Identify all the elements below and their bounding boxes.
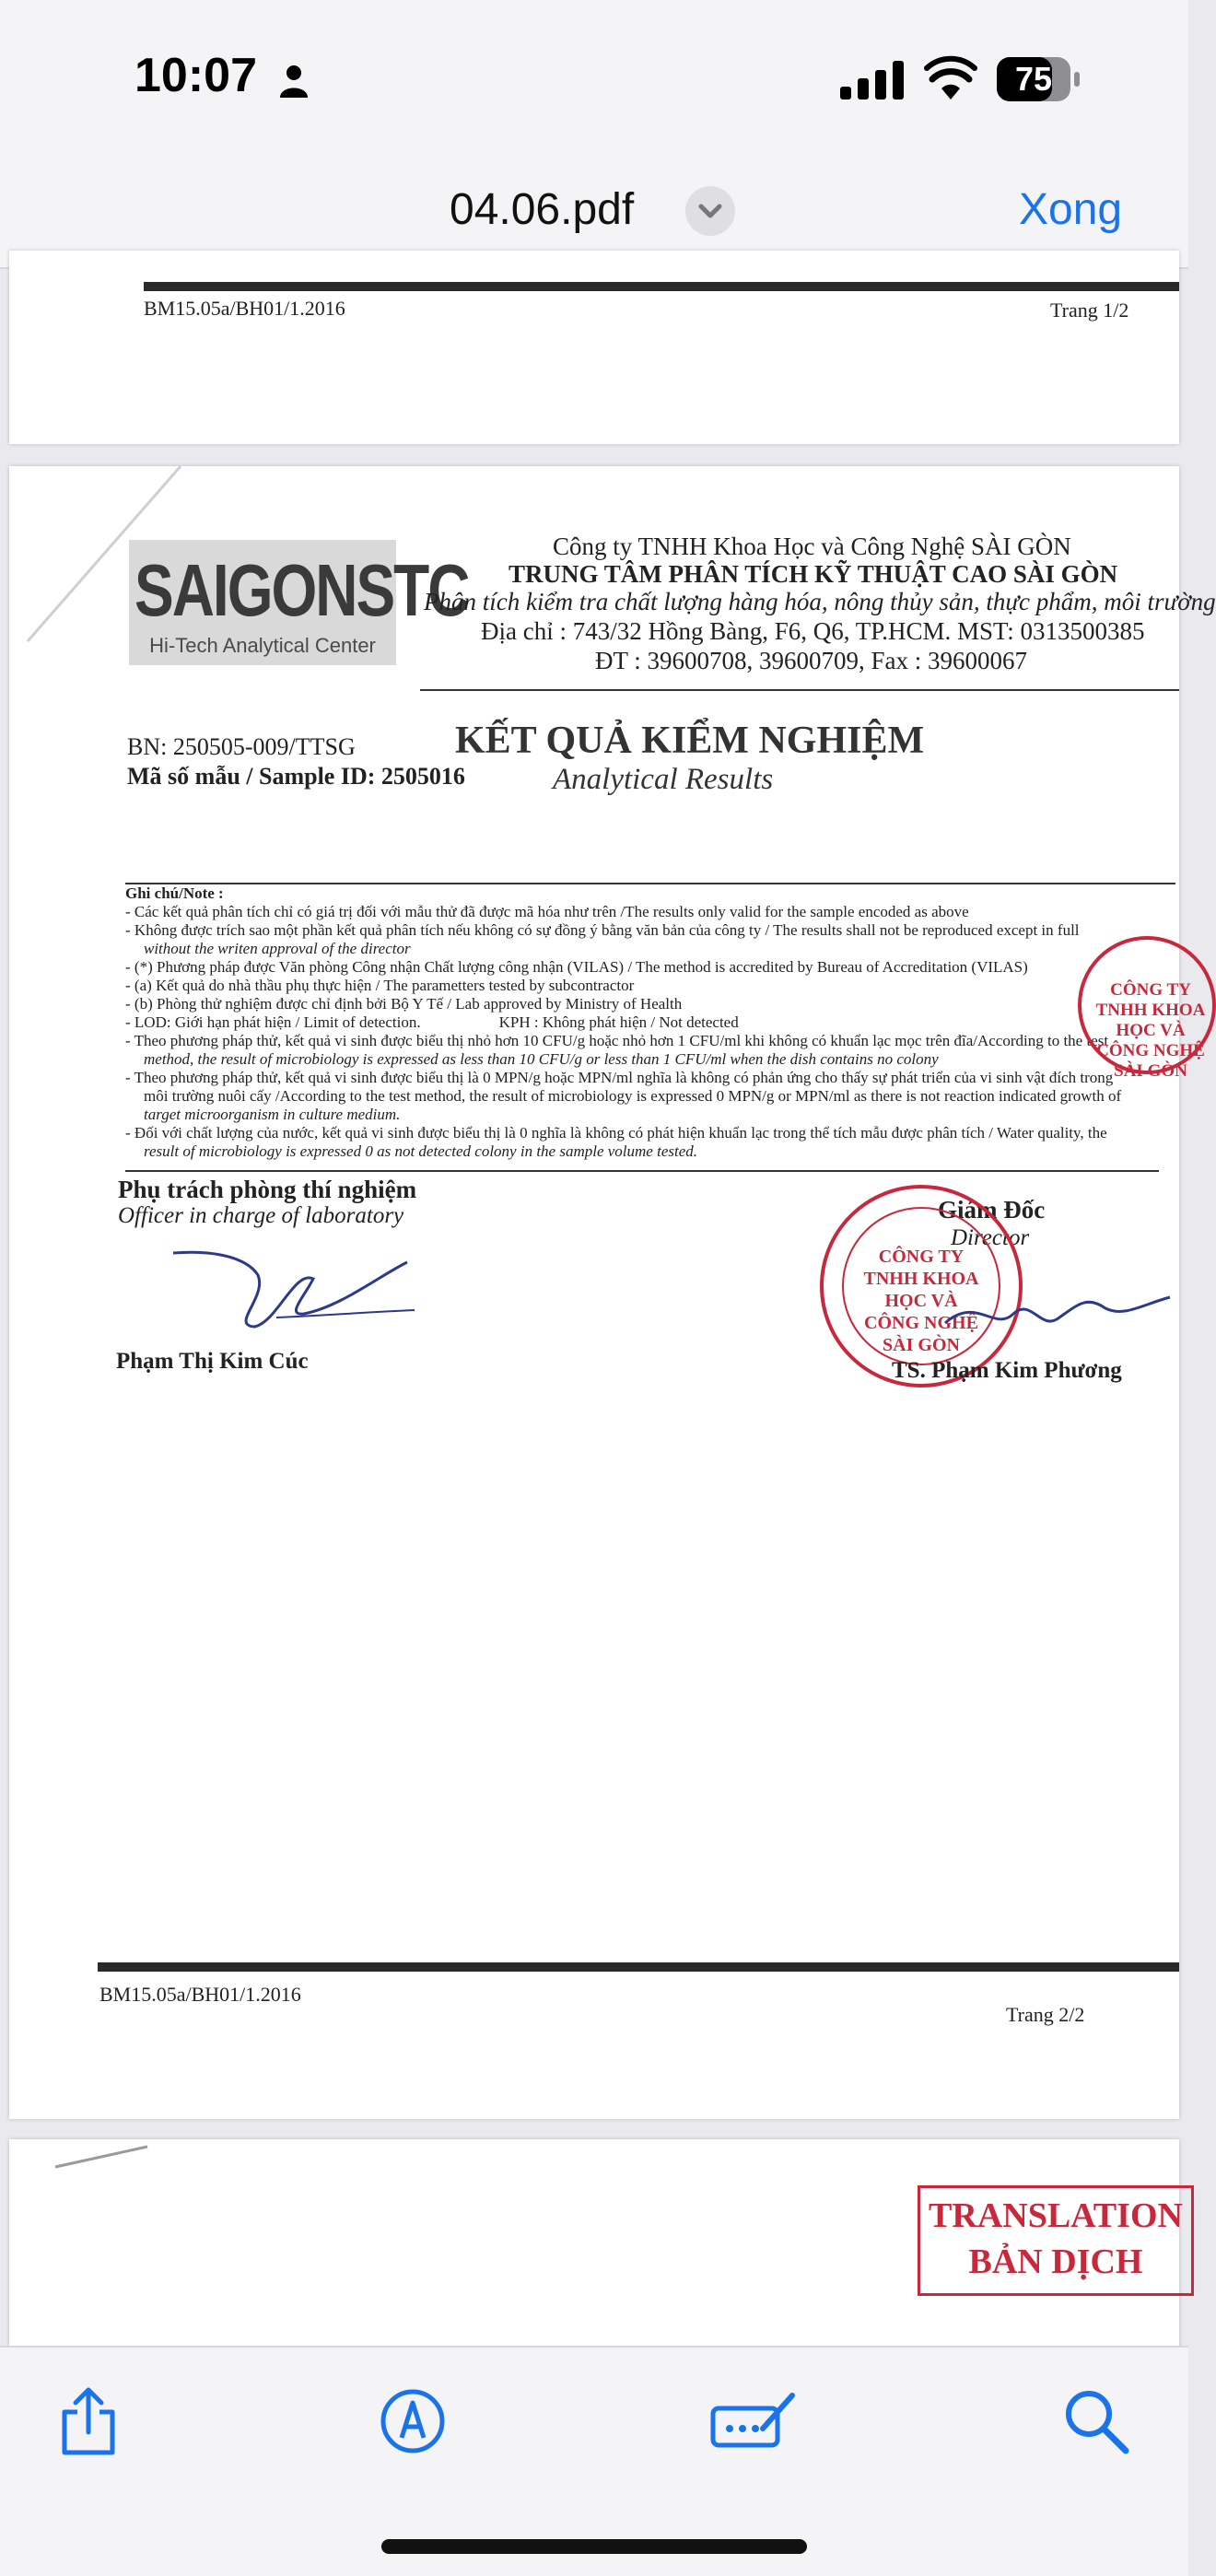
report-subheading: Analytical Results [553,763,774,796]
markup-icon[interactable] [376,2384,450,2458]
notes-bottom-rule [125,1170,1159,1172]
note-line: - Không được trích sao một phần kết quả phân tích nếu không có sự đồng ý bằng văn bản của công ty / The results shall not be reproduced except in full [125,921,1080,939]
center-name: TRUNG TÂM PHÂN TÍCH KỸ THUẬT CAO SÀI GÒN [509,560,1118,588]
note-line: - (b) Phòng thử nghiệm được chỉ định bởi Bộ Y Tế / Lab approved by Ministry of Health [125,995,683,1013]
company-name: Công ty TNHH Khoa Học và Công Nghệ SÀI GÒN [553,533,1071,560]
document-title[interactable]: 04.06.pdf [450,185,635,234]
lab-officer-name: Phạm Thị Kim Cúc [116,1349,309,1374]
pdf-viewer[interactable] [0,269,1216,2346]
note-line: result of microbiology is expressed 0 as not detected colony in the sample volume tested. [144,1142,698,1160]
center-scope: Phân tích kiểm tra chất lượng hàng hóa, nông thủy sản, thực phẩm, môi trường [424,588,1216,615]
note-line: - Đối với chất lượng của nước, kết quả vi sinh được biểu thị là 0 nghĩa là không có phát hiện khuẩn lạc trong thể tích mẫu được phân tích / Water quality, the [125,1124,1107,1142]
lab-officer-signature [166,1242,424,1343]
battery-level: 75 [1014,60,1053,98]
annotate-icon[interactable] [707,2384,800,2458]
lab-officer-title-en: Officer in charge of laboratory [118,1203,404,1228]
note-line: - LOD: Giới hạn phát hiện / Limit of detection. KPH : Không phát hiện / Not detected [125,1013,739,1031]
share-icon[interactable] [52,2384,125,2458]
note-line: method, the result of microbiology is expressed as less than 10 CFU/g or less than 1 CFU/ml when the dish contains no colony [144,1050,939,1068]
form-code: BM15.05a/BH01/1.2016 [144,297,345,320]
note-line: without the writen approval of the director [144,940,411,957]
pdf-page-2 [9,466,1216,2119]
center-phone: ĐT : 39600708, 39600709, Fax : 39600067 [595,647,1028,674]
director-title-en: Director [951,1225,1030,1250]
person-icon [278,64,310,98]
note-line: - Các kết quả phân tích chỉ có giá trị đối với mẫu thử đã được mã hóa như trên /The results only valid for the sample encoded as above [125,903,969,920]
footer-rule [98,1962,1179,1972]
chevron-down-icon [685,186,735,236]
sample-id-label: Mã số mẫu / Sample ID: [127,763,376,790]
page-number: Trang 2/2 [1006,2003,1085,2026]
status-bar [0,0,1188,147]
cellular-signal-icon [840,61,905,100]
note-line: - Theo phương pháp thử, kết quả vi sinh được biểu thị là 0 MPN/g hoặc MPN/ml nghĩa là không có phản ứng cho thấy sự phát triển của vi sinh vật đích trong [125,1069,1114,1086]
report-heading: KẾT QUẢ KIỂM NGHIỆM [455,720,925,762]
title-menu-button[interactable] [685,186,735,236]
director-title: Giám Đốc [938,1196,1046,1224]
director-signature [940,1277,1179,1351]
saigonstc-logo: SAIGONSTC Hi-Tech Analytical Center [129,540,396,665]
status-time: 10:07 [134,49,257,102]
edge-company-stamp: CÔNG TY TNHH KHOA HỌC VÀ CÔNG NGHỆ SÀI GÒN [1078,936,1216,1074]
page-fold-mark [46,2139,157,2176]
batch-number: BN: 250505-009/TTSG [127,733,356,760]
done-button[interactable]: Xong [1019,185,1123,234]
footer-rule [144,282,1179,291]
note-line: môi trường nuôi cấy /According to the test method, the result of microbiology is expressed 0 MPN/g or MPN/ml as there is not reaction indicated growth of [144,1087,1122,1105]
page-number: Trang 1/2 [1050,299,1129,322]
form-code: BM15.05a/BH01/1.2016 [99,1983,301,2006]
director-name: TS. Phạm Kim Phương [892,1358,1122,1383]
pdf-page-3 [9,2139,1183,2379]
company-seal-stamp: CÔNG TY TNHH KHOA HỌC VÀ CÔNG NGHỆ SÀI GÒN [820,1185,1023,1388]
wifi-icon [925,59,976,100]
note-line: - Theo phương pháp thử, kết quả vi sinh được biểu thị nhỏ hơn 10 CFU/g hoặc nhỏ hơn 1 CFU/ml khi không có khuẩn lạc mọc trên đĩa/According to the test [125,1032,1109,1049]
sample-id-value: 2505016 [380,763,465,790]
note-line: Ghi chú/Note : [125,884,224,902]
center-address: Địa chỉ : 743/32 Hồng Bàng, F6, Q6, TP.HCM. MST: 0313500385 [481,617,1145,645]
note-line: target microorganism in culture medium. [144,1106,401,1123]
header-rule [420,689,1179,691]
sample-id-row [127,763,465,790]
translation-stamp: TRANSLATION BẢN DỊCH [918,2185,1194,2296]
search-icon[interactable] [1059,2384,1133,2458]
home-indicator[interactable] [381,2539,807,2554]
pdf-page-1 [9,251,1179,444]
lab-officer-title: Phụ trách phòng thí nghiệm [118,1176,417,1203]
note-line: - (*) Phương pháp được Văn phòng Công nhận Chất lượng công nhận (VILAS) / The method is accredited by Bureau of Accreditation (VILAS) [125,958,1028,976]
note-line: - (a) Kết quả do nhà thầu phụ thực hiện / The parametters tested by subcontractor [125,977,635,994]
